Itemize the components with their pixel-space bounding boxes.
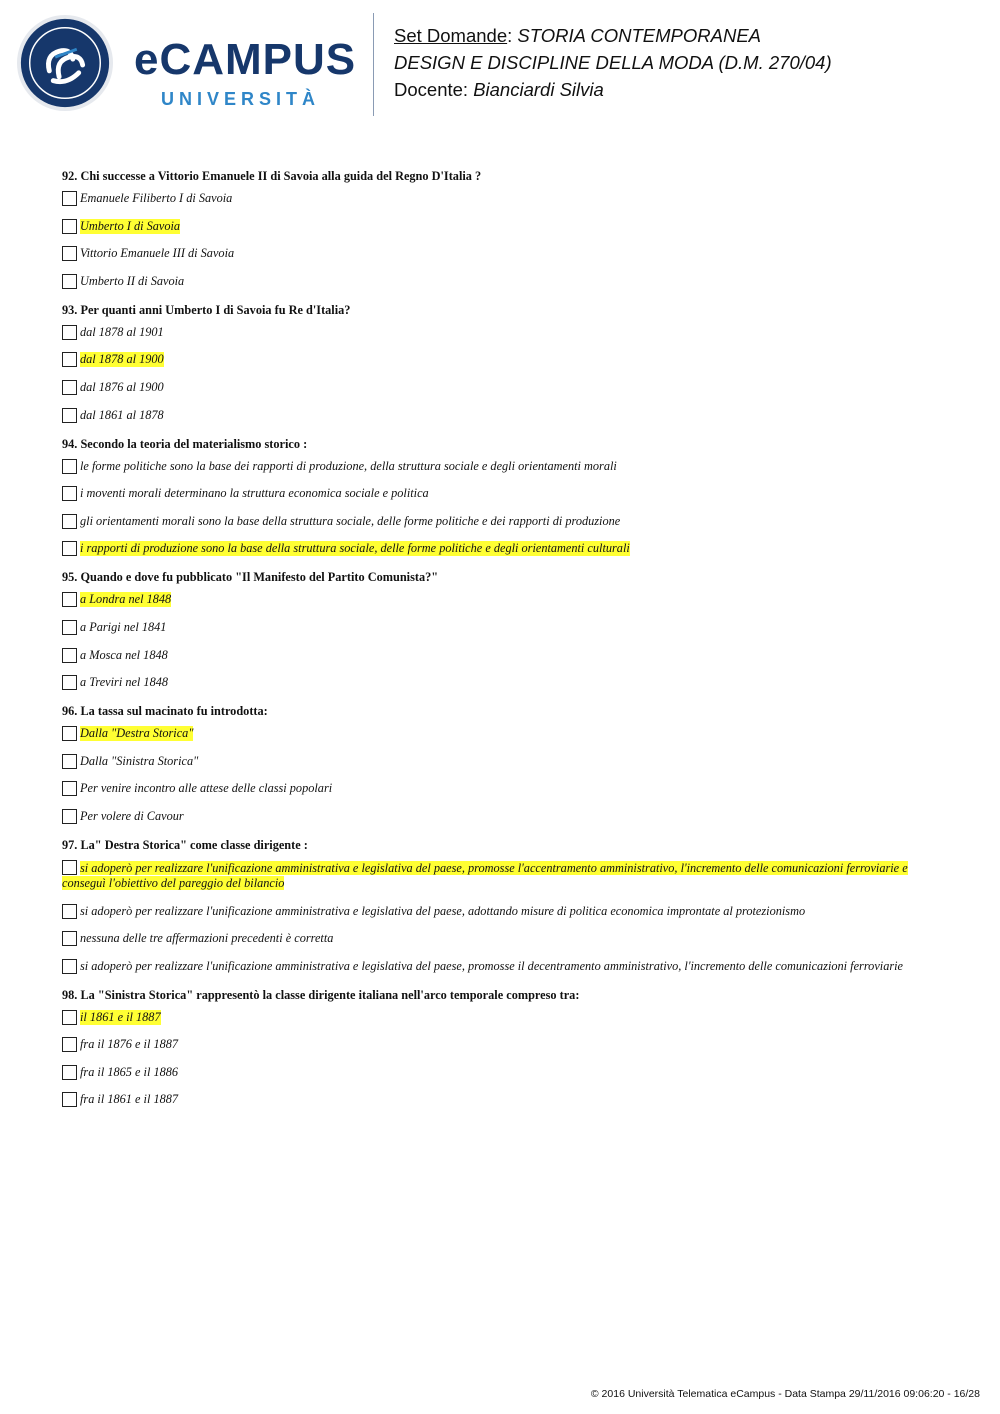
course-name: DESIGN E DISCIPLINE DELLA MODA (D.M. 270/04) [394,52,832,73]
answer-text: dal 1878 al 1901 [80,324,164,339]
question-title: 93. Per quanti anni Umberto I di Savoia fu Re d'Italia? [62,302,351,317]
correct-answer-text: si adoperò per realizzare l'unificazione amministrativa e legislativa del paese, promosse l'accentramento amministrativo, l'incremento delle comunicazioni ferroviarie e conseguì l'obiettivo del pareggio del bilancio [62,860,908,890]
checkbox[interactable] [62,352,77,367]
answer-text: Umberto II di Savoia [80,273,185,288]
checkbox[interactable] [62,380,77,395]
checkbox[interactable] [62,408,77,423]
checkbox[interactable] [62,620,77,635]
answer-text: le forme politiche sono la base dei rapporti di produzione, della struttura sociale e degli orientamenti morali [80,458,617,473]
question-block [62,168,942,289]
question-block [62,987,942,1108]
checkbox[interactable] [62,648,77,663]
checkbox[interactable] [62,246,77,261]
answer-option [62,1065,942,1080]
checkbox[interactable] [62,274,77,289]
ecampus-emblem-icon [16,14,114,112]
answer-option [62,620,942,635]
answer-text: a Mosca nel 1848 [80,647,168,662]
answer-option [62,408,942,423]
question-block [62,302,942,423]
subject-name: STORIA CONTEMPORANEA [517,25,762,46]
page-footer: © 2016 Università Telematica eCampus - Data Stampa 29/11/2016 09:06:20 - 16/28 [590,1388,980,1400]
correct-answer-text: a Londra nel 1848 [80,592,172,607]
course-info [394,22,832,103]
answer-text: fra il 1861 e il 1887 [80,1092,179,1107]
checkbox[interactable] [62,541,77,556]
checkbox[interactable] [62,931,77,946]
question-block [62,703,942,824]
answer-option [62,809,942,824]
correct-answer-text: il 1861 e il 1887 [80,1009,161,1024]
answer-option [62,380,942,395]
set-label: Set Domande [394,25,508,46]
answer-option [62,648,942,663]
question-title: 95. Quando e dove fu pubblicato "Il Manifesto del Partito Comunista?" [62,570,439,585]
question-title: 98. La "Sinistra Storica" rappresentò la classe dirigente italiana nell'arco temporale compreso tra: [62,987,580,1002]
answer-option [62,726,942,741]
answer-text: dal 1876 al 1900 [80,379,164,394]
checkbox[interactable] [62,726,77,741]
answer-option [62,754,942,769]
answer-option [62,274,942,289]
checkbox[interactable] [62,809,77,824]
checkbox[interactable] [62,325,77,340]
answer-option [62,352,942,367]
answer-option [62,860,942,891]
checkbox[interactable] [62,860,77,875]
answer-text: a Treviri nel 1848 [80,675,169,690]
header-divider [373,13,374,116]
answer-option [62,675,942,690]
checkbox[interactable] [62,781,77,796]
docente-name: Bianciardi Silvia [473,79,604,100]
question-block [62,569,942,690]
brand-name: eCAMPUS [134,35,357,84]
correct-answer-text: dal 1878 al 1900 [80,352,164,367]
docente-line [394,76,832,103]
answer-text: fra il 1876 e il 1887 [80,1037,179,1052]
answer-text: dal 1861 al 1878 [80,407,164,422]
answer-text: Emanuele Filiberto I di Savoia [80,191,233,205]
checkbox[interactable] [62,1092,77,1107]
answer-text: si adoperò per realizzare l'unificazione amministrativa e legislativa del paese, promosse il decentramento amministrativo, l'incremento delle comunicazioni ferroviarie [80,958,903,973]
correct-answer-text: Umberto I di Savoia [80,218,181,233]
checkbox[interactable] [62,592,77,607]
answer-text: nessuna delle tre affermazioni precedenti è corretta [80,931,334,946]
answer-option [62,1037,942,1052]
answer-text: si adoperò per realizzare l'unificazione amministrativa e legislativa del paese, adottando misure di politica economica improntate al protezionismo [80,903,806,918]
question-title: 92. Chi successe a Vittorio Emanuele II di Savoia alla guida del Regno D'Italia ? [62,169,482,183]
answer-text: Dalla "Sinistra Storica" [80,753,199,768]
answer-option [62,904,942,919]
checkbox[interactable] [62,1065,77,1080]
answer-option [62,486,942,501]
brand-subtitle: UNIVERSITÀ [161,89,321,109]
answer-option [62,931,942,946]
answer-option [62,246,942,261]
question-title: 96. La tassa sul macinato fu introdotta: [62,704,268,719]
set-separator: : [507,25,518,46]
correct-answer-text: i rapporti di produzione sono la base della struttura sociale, delle forme politiche e degli orientamenti culturali [80,541,630,556]
answer-text: Per volere di Cavour [80,808,184,823]
answer-text: gli orientamenti morali sono la base della struttura sociale, delle forme politiche e dei rapporti di produzione [80,513,621,528]
answer-text: fra il 1865 e il 1886 [80,1064,179,1079]
set-line [394,22,832,49]
answer-option [62,1010,942,1025]
checkbox[interactable] [62,219,77,234]
answer-option [62,592,942,607]
answer-text: i moventi morali determinano la struttura economica sociale e politica [80,486,429,501]
answer-text: Vittorio Emanuele III di Savoia [80,246,235,261]
checkbox[interactable] [62,486,77,501]
answer-text: a Parigi nel 1841 [80,619,167,634]
checkbox[interactable] [62,459,77,474]
checkbox[interactable] [62,754,77,769]
correct-answer-text: Dalla "Destra Storica" [80,726,194,741]
answer-text: Per venire incontro alle attese delle classi popolari [80,781,333,796]
question-list [62,168,942,1120]
question-title: 94. Secondo la teoria del materialismo storico : [62,436,308,451]
answer-option [62,219,942,234]
answer-option [62,781,942,796]
answer-option [62,191,942,206]
answer-option [62,459,942,474]
checkbox[interactable] [62,514,77,529]
page-header [0,0,1000,125]
checkbox[interactable] [62,959,77,974]
answer-option [62,541,942,556]
checkbox[interactable] [62,1037,77,1052]
checkbox[interactable] [62,675,77,690]
ecampus-logo [16,14,361,118]
question-block [62,436,942,557]
answer-option [62,514,942,529]
checkbox[interactable] [62,1010,77,1025]
answer-option [62,959,942,974]
checkbox[interactable] [62,904,77,919]
docente-label: Docente: [394,79,474,100]
answer-option [62,1092,942,1107]
course-line [394,49,832,76]
answer-option [62,325,942,340]
question-title: 97. La" Destra Storica" come classe dirigente : [62,837,308,852]
checkbox[interactable] [62,191,77,206]
question-block [62,837,942,974]
